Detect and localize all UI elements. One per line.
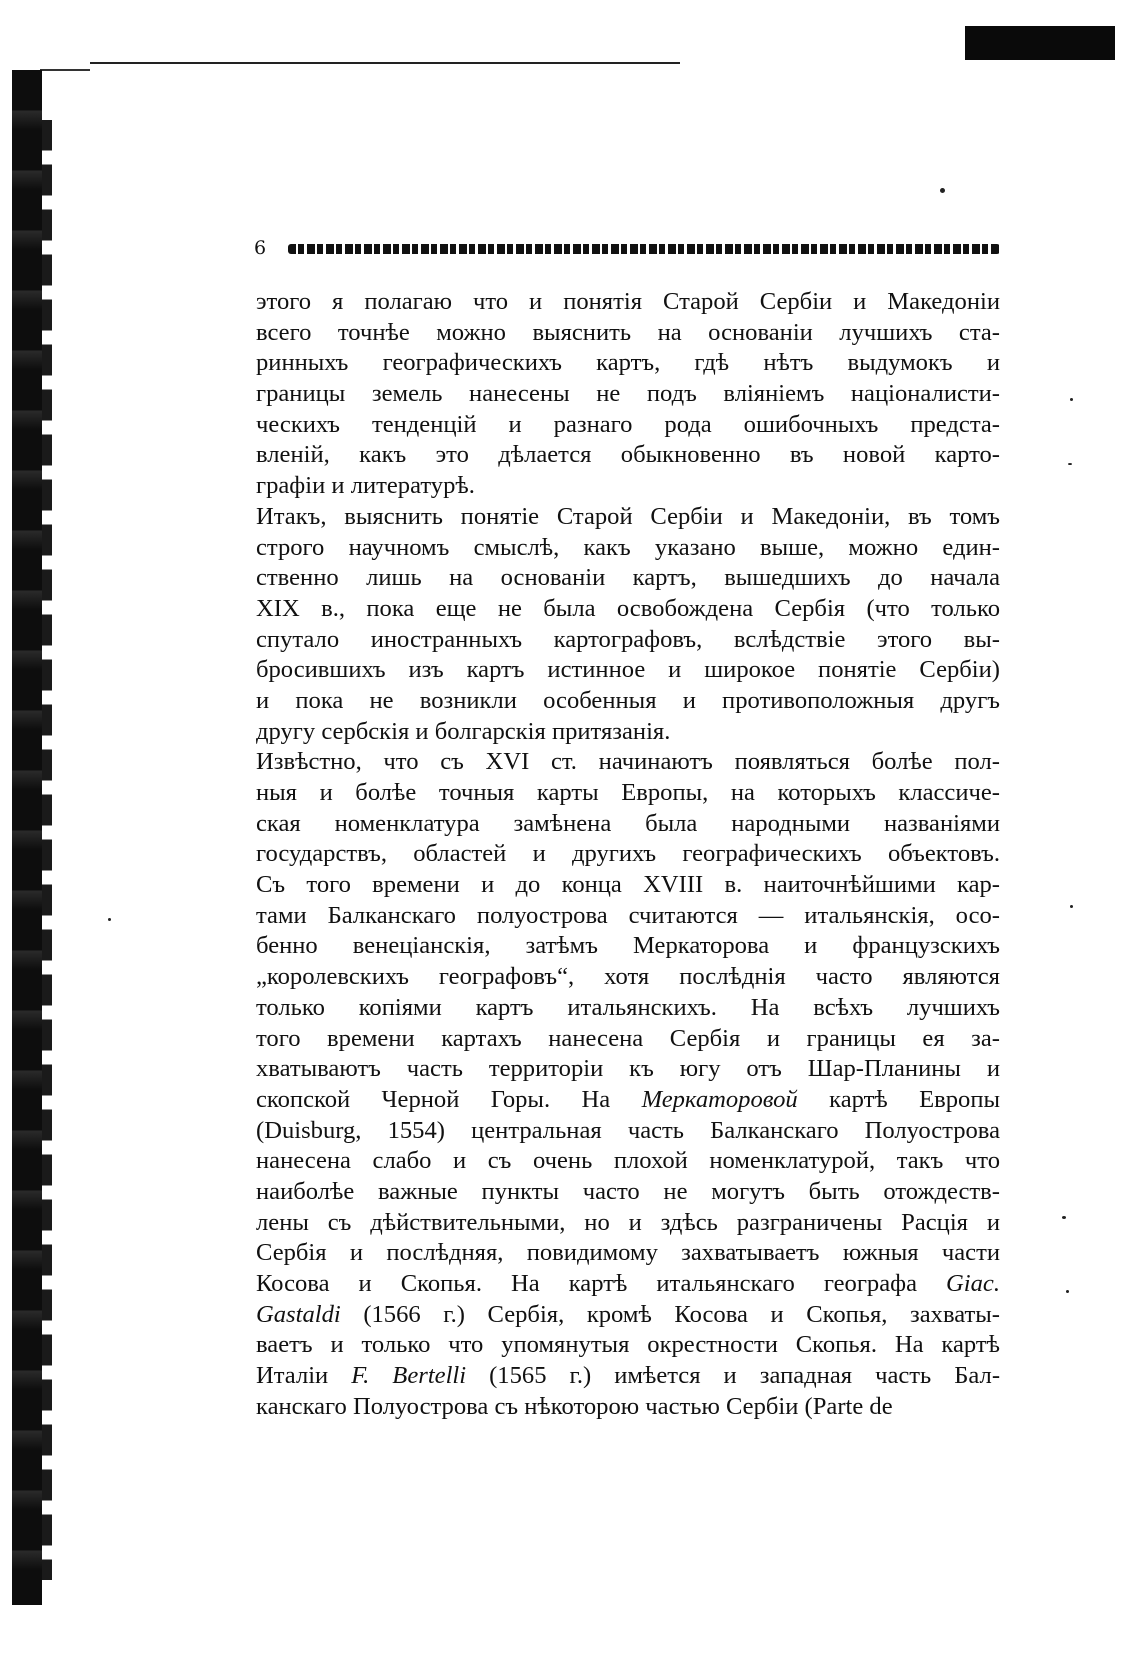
line-text: „королевскихъ географовъ“, хотя послѣднія часто являются xyxy=(256,963,1000,991)
line-text: другу сербскія и болгарскія притязанія. xyxy=(256,717,671,745)
scan-corner-mark xyxy=(965,26,1115,60)
text-line xyxy=(256,993,1000,1024)
text-line xyxy=(256,686,1000,717)
line-text: канскаго Полуострова съ нѣкоторою частью Сербіи (Parte de xyxy=(256,1392,893,1420)
line-text: ческихъ тенденцій и разнаго рода ошибочныхъ предста- xyxy=(256,410,1000,438)
text-line xyxy=(256,533,1000,564)
line-text: лены съ дѣйствительными, но и здѣсь разграничены Расція и xyxy=(256,1208,1000,1236)
line-text: только копіями картъ итальянскихъ. На всѣхъ лучшихъ xyxy=(256,993,1000,1021)
text-line xyxy=(256,1300,1000,1331)
text-line xyxy=(256,348,1000,379)
scan-border-line xyxy=(40,69,90,71)
text-line xyxy=(256,410,1000,441)
line-text: границы земель нанесены не подъ вліяніемъ націоналисти- xyxy=(256,380,1000,408)
line-text: (1566 г.) Сербія, кромѣ Косова и Скопья, захваты- xyxy=(340,1300,1000,1328)
line-text: (1565 г.) имѣется и западная часть Бал- xyxy=(466,1362,1001,1390)
body-text xyxy=(256,287,1000,1422)
line-text: того времени картахъ нанесена Сербія и границы ея за- xyxy=(256,1024,1000,1052)
line-text: этого я полагаю что и понятія Старой Сербіи и Македоніи xyxy=(256,288,1000,315)
italic-text: Gastaldi xyxy=(256,1300,341,1328)
text-line xyxy=(256,1146,1000,1177)
text-line xyxy=(256,1024,1000,1055)
line-text: Съ того времени и до конца XVIII в. наиточнѣйшими кар- xyxy=(256,871,1000,899)
italic-text: Меркаторовой xyxy=(641,1085,798,1113)
text-line xyxy=(256,931,1000,962)
ornamental-rule xyxy=(288,244,1000,254)
italic-text: Giac. xyxy=(946,1270,1000,1297)
text-line xyxy=(256,747,1000,778)
line-text: Сербія и послѣдняя, повидимому захватываетъ южныя части xyxy=(256,1239,1000,1267)
line-text: Итакъ, выяснить понятіе Старой Сербіи и Македоніи, въ томъ xyxy=(256,502,1000,530)
line-text: спутало иностранныхъ картографовъ, вслѣдствіе этого вы- xyxy=(256,625,1000,653)
line-text: бросившихъ изъ картъ истинное и широкое понятіе Сербіи) xyxy=(256,656,1000,684)
line-text: тами Балканскаго полуострова считаются — итальянскія, осо- xyxy=(256,901,1000,929)
text-line xyxy=(256,839,1000,870)
text-line xyxy=(256,655,1000,686)
line-text: ваетъ и только что упомянутыя окрестности Скопья. На картѣ xyxy=(256,1331,1000,1359)
line-text: вленій, какъ это дѣлается обыкновенно въ новой карто- xyxy=(256,441,1000,469)
text-line xyxy=(256,287,1000,318)
text-line xyxy=(256,1208,1000,1239)
line-text: бенно венеціанскія, затѣмъ Меркаторова и французскихъ xyxy=(256,932,1000,960)
line-text: ринныхъ географическихъ картъ, гдѣ нѣтъ выдумокъ и xyxy=(256,349,1000,377)
scan-binding-edge xyxy=(12,70,42,1605)
text-line xyxy=(256,471,1000,502)
text-line xyxy=(256,962,1000,993)
line-text: ныя и болѣе точныя карты Европы, на которыхъ классиче- xyxy=(256,779,1000,806)
line-text: Извѣстно, что съ XVI ст. начинаютъ появляться болѣе пол- xyxy=(256,748,1000,776)
text-line xyxy=(256,870,1000,901)
page-header xyxy=(254,236,1000,260)
text-line xyxy=(256,1361,1000,1392)
line-text: и пока не возникли особенныя и противоположныя другъ xyxy=(256,686,1000,714)
text-line xyxy=(256,809,1000,840)
text-line xyxy=(256,440,1000,471)
line-text: XIX в., пока еще не была освобождена Сербія (что только xyxy=(256,594,1000,622)
text-line xyxy=(256,1238,1000,1269)
text-line xyxy=(256,1269,1000,1300)
line-text: Косова и Скопья. На картѣ итальянскаго географа xyxy=(256,1270,947,1297)
scan-binding-edge xyxy=(42,120,52,1580)
text-line xyxy=(256,563,1000,594)
text-line xyxy=(256,1330,1000,1361)
scan-speck xyxy=(1062,1216,1066,1219)
scan-speck xyxy=(940,188,945,193)
line-text: хватываютъ часть территоріи къ югу отъ Шар-Планины и xyxy=(256,1055,1000,1083)
text-line xyxy=(256,594,1000,625)
line-text: Италіи xyxy=(256,1362,352,1390)
scan-border-line xyxy=(90,62,680,64)
text-line xyxy=(256,901,1000,932)
text-line xyxy=(256,1116,1000,1147)
page-number: 6 xyxy=(254,237,267,259)
line-text: нанесена слабо и съ очень плохой номенклатурой, такъ что xyxy=(256,1147,1000,1175)
text-line xyxy=(256,778,1000,809)
text-line xyxy=(256,1177,1000,1208)
line-text: всего точнѣе можно выяснить на основаніи лучшихъ ста- xyxy=(256,318,1000,346)
scan-speck xyxy=(1068,463,1072,465)
text-line xyxy=(256,318,1000,349)
line-text: (Duisburg, 1554) центральная часть Балканскаго Полуострова xyxy=(256,1116,1000,1144)
line-text: государствъ, областей и другихъ географическихъ объектовъ. xyxy=(256,840,1000,868)
scan-speck xyxy=(1070,398,1073,401)
line-text: картѣ Европы xyxy=(797,1085,1001,1113)
scan-speck xyxy=(108,918,111,921)
line-text: ская номенклатура замѣнена была народными названіями xyxy=(256,809,1000,837)
line-text: скопской Черной Горы. На xyxy=(256,1085,642,1113)
text-line xyxy=(256,1054,1000,1085)
line-text: ственно лишь на основаніи картъ, вышедшихъ до начала xyxy=(256,564,1000,592)
scan-speck xyxy=(1070,905,1073,908)
text-line xyxy=(256,379,1000,410)
scan-speck xyxy=(1066,1290,1069,1293)
text-line xyxy=(256,717,1000,748)
text-line xyxy=(256,625,1000,656)
line-text: строго научномъ смыслѣ, какъ указано выше, можно един- xyxy=(256,533,1000,561)
text-line xyxy=(256,502,1000,533)
line-text: графіи и литературѣ. xyxy=(256,472,475,500)
text-line xyxy=(256,1392,1000,1423)
italic-text: F. Bertelli xyxy=(351,1362,467,1390)
line-text: наиболѣе важные пункты часто не могутъ быть отождеств- xyxy=(256,1177,1000,1205)
text-line xyxy=(256,1085,1000,1116)
